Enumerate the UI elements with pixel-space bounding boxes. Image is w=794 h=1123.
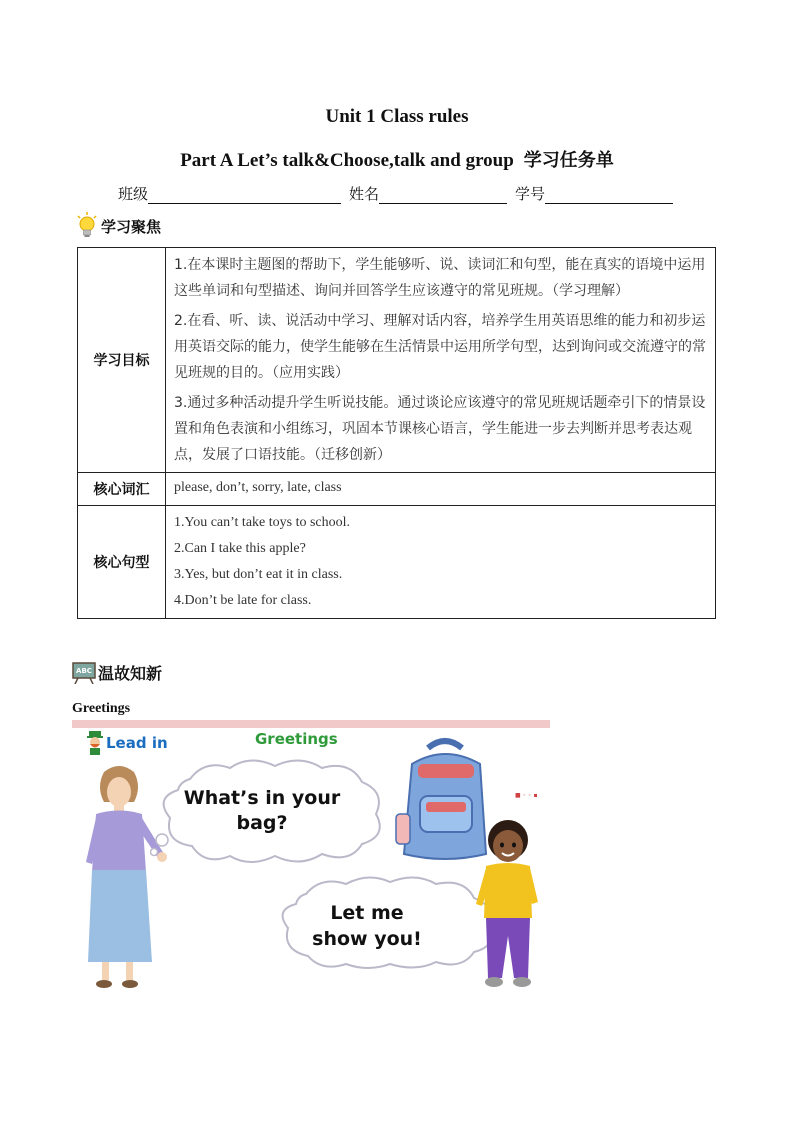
goal-item: 2.在看、听、读、说活动中学习、理解对话内容，培养学生用英语思维的能力和初步运用英语交际的能力，使学生能够在生活情景中运用所学句型，达到询问或交流遵守的常见班规的目的。（应用实践） (174, 313, 706, 381)
sentence-item: 2.Can I take this apple? (174, 541, 306, 556)
vocab-label: 核心词汇 (78, 473, 166, 506)
unit-title: Unit 1 Class rules (325, 106, 469, 127)
id-label: 学号 (515, 185, 546, 203)
mascot-icon (84, 730, 106, 756)
name-field[interactable] (379, 186, 507, 204)
svg-text:ABC: ABC (76, 666, 92, 675)
learning-table (77, 247, 716, 619)
sentence-item: 3.Yes, but don’t eat it in class. (174, 567, 343, 582)
bubble-boy-text: Let me show you! (312, 902, 422, 950)
section-review-title: 温故知新 (98, 664, 163, 683)
goal-item: 1.在本课时主题图的帮助下，学生能够听、说、读词汇和句型，能在真实的语境中运用这些单词和句型描述、询问并回答学生应该遵守的常见班规。（学习理解） (174, 257, 706, 299)
blackboard-icon (72, 662, 96, 684)
section-review (72, 661, 162, 684)
lead-in-label: Lead in (106, 734, 168, 752)
slide-title: Greetings (255, 730, 338, 748)
sentences-content (166, 506, 716, 619)
part-title-cn: 学习任务单 (523, 150, 614, 171)
bubble-teacher-text: What’s in your bag? (183, 787, 341, 834)
table-row-goals (78, 248, 716, 473)
sentence-item: 4.Don’t be late for class. (174, 593, 312, 608)
greetings-caption: Greetings (72, 701, 131, 716)
class-field[interactable] (148, 186, 341, 204)
part-title (0, 146, 794, 172)
lightbulb-icon (76, 212, 98, 240)
boy-illustration (472, 818, 544, 992)
id-field[interactable] (545, 186, 673, 204)
sentences-label: 核心句型 (78, 506, 166, 619)
lesson-slide-image (72, 720, 550, 992)
table-row-sentences (78, 506, 716, 619)
section-focus (76, 212, 161, 240)
goals-label: 学习目标 (78, 248, 166, 473)
sentence-item: 1.You can’t take toys to school. (174, 515, 351, 530)
name-label: 姓名 (349, 185, 380, 203)
part-title-en: Part A Let’s talk&Choose,talk and group (180, 150, 514, 171)
vocab-content: please, don’t, sorry, late, class (166, 473, 716, 506)
slide-logo-icon: ■ ◦ ◦ ▪ (515, 792, 538, 799)
goal-item: 3.通过多种活动提升学生听说技能。通过谈论应该遵守的常见班规话题牵引下的情景设置和角色表演和小组练习，巩固本节课核心语言，学生能进一步去判断并思考表达观点，发展了口语技能。（迁移创新） (174, 395, 706, 463)
goals-content (166, 248, 716, 473)
slide-top-bar (72, 720, 550, 728)
section-focus-title: 学习聚焦 (101, 217, 162, 236)
student-info (118, 183, 681, 204)
table-row-vocab (78, 473, 716, 506)
class-label: 班级 (118, 185, 149, 203)
